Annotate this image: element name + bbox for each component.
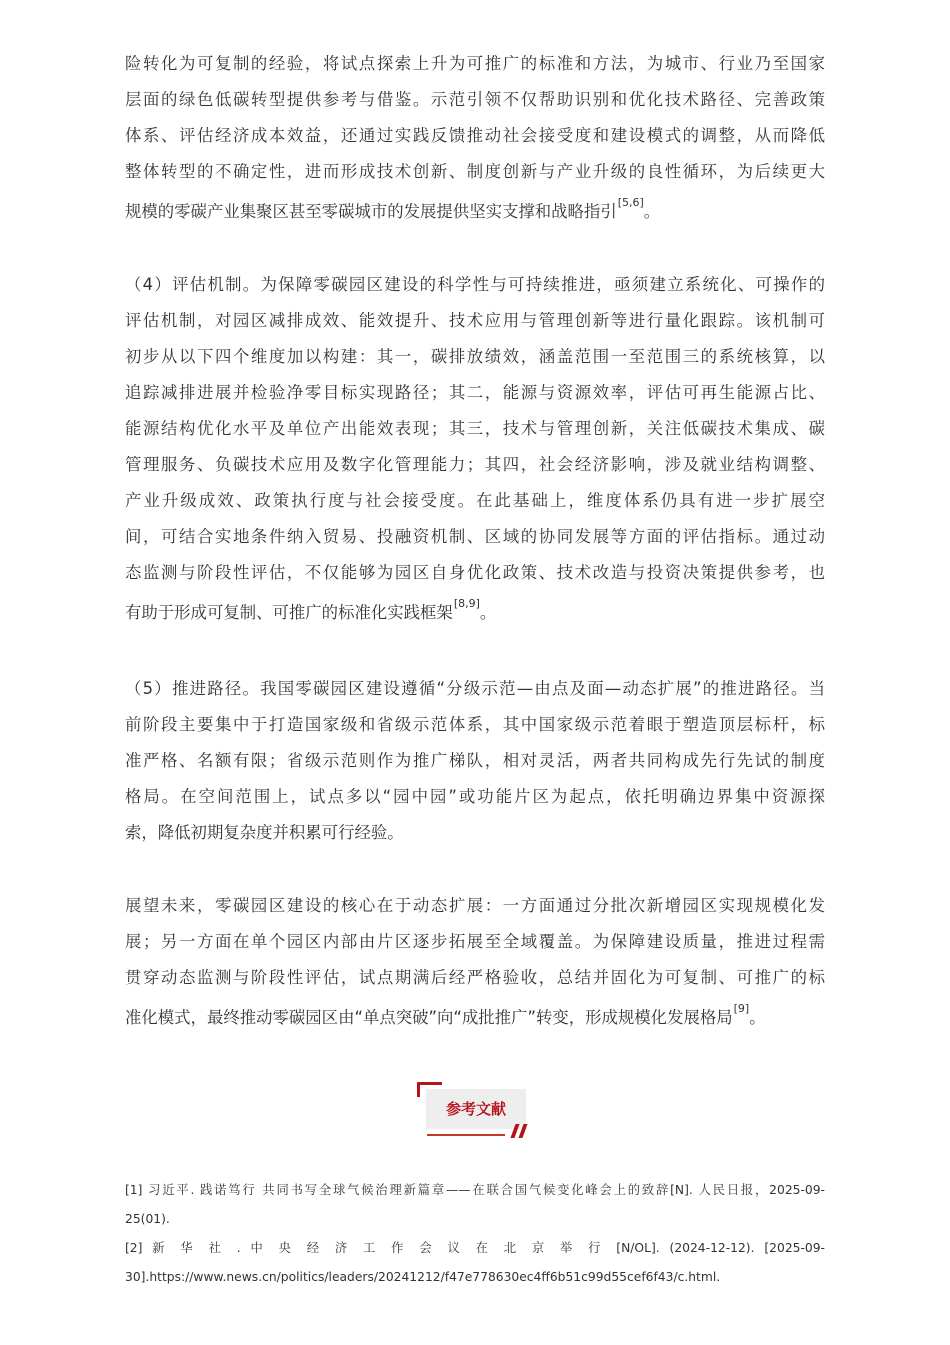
text-line: 初步从以下四个维度加以构建：其一，碳排放绩效，涵盖范围一至范围三的系统核算，以 bbox=[125, 347, 825, 366]
reference-line: 25(01). bbox=[125, 1212, 170, 1226]
references-heading bbox=[417, 1082, 532, 1138]
text-line bbox=[125, 591, 825, 631]
paragraph-evaluation-mechanism bbox=[125, 267, 825, 631]
underline-decoration bbox=[427, 1134, 505, 1136]
text-line: 体系、评估经济成本效益，还通过实践反馈推动社会接受度和建设模式的调整，从而降低 bbox=[125, 126, 825, 145]
text-line: 整体转型的不确定性，进而形成技术创新、制度创新与产业升级的良性循环，为后续更大 bbox=[125, 162, 825, 181]
reference-item bbox=[125, 1234, 825, 1292]
text-span: 。 bbox=[749, 1008, 766, 1027]
citation[interactable]: [9] bbox=[733, 1002, 750, 1015]
text-span: 。 bbox=[643, 202, 661, 221]
text-line: （5）推进路径。我国零碳园区建设遵循“分级示范—由点及面—动态扩展”的推进路径。当 bbox=[125, 679, 825, 698]
text-line bbox=[125, 996, 825, 1036]
references-title: 参考文献 bbox=[445, 1100, 506, 1118]
text-span: 。 bbox=[479, 603, 497, 622]
reference-item bbox=[125, 1176, 825, 1234]
text-line: 格局。在空间范围上，试点多以“园中园”或功能片区为起点，依托明确边界集中资源探 bbox=[125, 787, 825, 806]
text-line: 层面的绿色低碳转型提供参考与借鉴。示范引领不仅帮助识别和优化技术路径、完善政策 bbox=[125, 90, 825, 109]
text-line: 产业升级成效、政策执行度与社会接受度。在此基础上，维度体系仍具有进一步扩展空 bbox=[125, 491, 825, 510]
text-line: 间，可结合实地条件纳入贸易、投融资机制、区域的协同发展等方面的评估指标。通过动 bbox=[125, 527, 825, 546]
text-span: 有助于形成可复制、可推广的标准化实践框架 bbox=[125, 603, 453, 622]
citation[interactable]: [5,6] bbox=[617, 196, 644, 209]
reference-line: [2] 新 华 社 . 中 央 经 济 工 作 会 议 在 北 京 举 行 [N/OL]. (2024-12-12). [2025-09- bbox=[125, 1241, 825, 1255]
text-line: 索，降低初期复杂度并积累可行经验。 bbox=[125, 823, 404, 842]
references-list bbox=[125, 1176, 825, 1292]
text-line bbox=[125, 190, 825, 230]
reference-line: [1] 习近平. 践诺笃行 共同书写全球气候治理新篇章——在联合国气候变化峰会上的致辞[N]. 人民日报，2025-09- bbox=[125, 1183, 825, 1197]
text-line: 追踪减排进展并检验净零目标实现路径；其二，能源与资源效率，评估可再生能源占比、 bbox=[125, 383, 825, 402]
text-line: 评估机制，对园区减排成效、能效提升、技术应用与管理创新等进行量化跟踪。该机制可 bbox=[125, 311, 825, 330]
text-span: 规模的零碳产业集聚区甚至零碳城市的发展提供坚实支撑和战略指引 bbox=[125, 202, 617, 221]
text-line: 准严格、名额有限；省级示范则作为推广梯队，相对灵活，两者共同构成先行先试的制度 bbox=[125, 751, 825, 770]
text-line: 贯穿动态监测与阶段性评估，试点期满后经严格验收，总结并固化为可复制、可推广的标 bbox=[125, 968, 825, 987]
paragraph-outlook bbox=[125, 888, 825, 1036]
text-line: 展望未来，零碳园区建设的核心在于动态扩展：一方面通过分批次新增园区实现规模化发 bbox=[125, 896, 825, 915]
text-line: 态监测与阶段性评估，不仅能够为园区自身优化政策、技术改造与投资决策提供参考，也 bbox=[125, 563, 825, 582]
text-line: 能源结构优化水平及单位产出能效表现；其三，技术与管理创新，关注低碳技术集成、碳 bbox=[125, 419, 825, 438]
text-line: 管理服务、负碳技术应用及数字化管理能力；其四，社会经济影响，涉及就业结构调整、 bbox=[125, 455, 825, 474]
citation[interactable]: [8,9] bbox=[453, 597, 480, 610]
paragraph-advancement-path bbox=[125, 671, 825, 851]
reference-url[interactable]: 30].https://www.news.cn/politics/leaders/20241212/f47e778630ec4ff6b51c99d55cef6f43/c.html. bbox=[125, 1270, 721, 1284]
text-line: 险转化为可复制的经验，将试点探索上升为可推广的标准和方法，为城市、行业乃至国家 bbox=[125, 54, 825, 73]
paragraph-demonstration bbox=[125, 46, 825, 230]
text-line: 展；另一方面在单个园区内部由片区逐步拓展至全域覆盖。为保障建设质量，推进过程需 bbox=[125, 932, 825, 951]
text-span: 准化模式，最终推动零碳园区由“单点突破”向“成批推广”转变，形成规模化发展格局 bbox=[125, 1008, 733, 1027]
text-line: （4）评估机制。为保障零碳园区建设的科学性与可持续推进，亟须建立系统化、可操作的 bbox=[125, 275, 825, 294]
text-line: 前阶段主要集中于打造国家级和省级示范体系，其中国家级示范着眼于塑造顶层标杆，标 bbox=[125, 715, 825, 734]
